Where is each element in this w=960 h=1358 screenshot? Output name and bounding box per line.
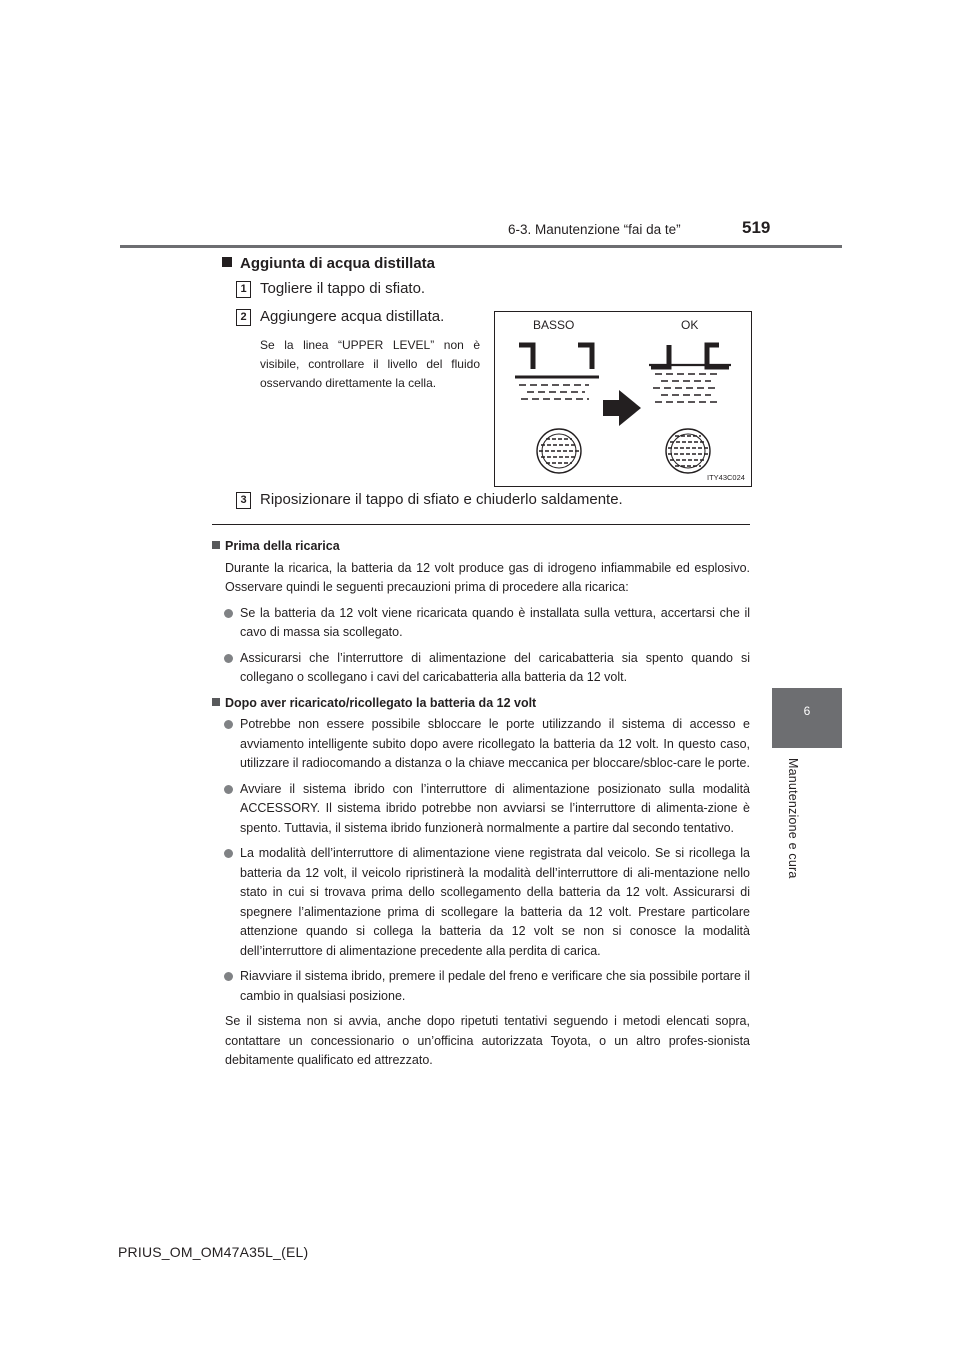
step-badge-2: 2 [236,309,251,326]
header-divider [120,245,842,248]
note-heading-before-charging: Prima della ricarica [212,537,750,557]
chapter-number: 6 [803,704,811,718]
upper-level-mark-left [519,345,533,369]
upper-level-mark-right [578,345,592,369]
bullet-dot-icon [224,849,233,858]
note-heading-after-charging: Dopo aver ricaricato/ricollegato la batteria da 12 volt [212,694,750,714]
list-item: Avviare il sistema ibrido con l’interruttore di alimentazione posizionato sulla modalità ACCESSORY. Il sistema ibrido potrebbe non avviarsi se l’interruttore di alimenta-zione è spento. Tuttavia, il sistema ibrido funzionerà normalmente a partire dal secondo tentativo. [240,780,750,839]
square-bullet-icon [222,257,232,267]
fluid-level-figure [494,311,752,487]
document-code: PRIUS_OM_OM47A35L_(EL) [118,1244,309,1260]
figure-code: ITY43C024 [707,473,745,482]
label-ok: OK [681,318,699,332]
notes-block [212,537,750,1071]
section-divider [212,524,750,525]
list-item: Se la batteria da 12 volt viene ricaricata quando è installata sulla vettura, accertarsi che il cavo di massa sia scollegato. [240,604,750,643]
chapter-tab [772,688,842,748]
square-bullet-icon [212,541,220,549]
step-badge-3: 3 [236,492,251,509]
label-low: BASSO [533,318,575,332]
chapter-title: Manutenzione e cura [786,758,800,879]
step-2-text: Aggiungere acqua distillata. [260,308,445,325]
list-item: Riavviare il sistema ibrido, premere il pedale del freno e verificare che sia possibile portare il cambio in qualsiasi posizione. [240,967,750,1006]
step-3-text: Riposizionare il tappo di sfiato e chiuderlo saldamente. [260,491,623,508]
fluid-level-illustration [495,312,751,486]
section-heading [222,255,435,272]
list-item: La modalità dell’interruttore di alimentazione viene registrata dal veicolo. Se si ricollega la batteria da 12 volt, il veicolo ripristinerà la modalità dell’interruttore di ali-mentazione nello stato in cui si trovava prima dello scollegamento della batteria da 12 volt. Assicurarsi di spegnere l’alimentazione prima di scollegare la batteria da 12 volt. Prestare particolare attenzione quando si collega la batteria da 12 volt se non si conosce la modalità dell’interruttore di alimentazione precedente alla perdita di carica. [240,844,750,961]
step-2-note: Se la linea “UPPER LEVEL” non è visibile, controllare il livello del fluido osservando direttamente la cella. [260,338,480,390]
square-bullet-icon [212,698,220,706]
ok-level-mark-left [651,345,669,367]
step-1-text: Togliere il tappo di sfiato. [260,280,426,297]
section-heading-text: Aggiunta di acqua distillata [240,255,436,272]
bullet-dot-icon [224,609,233,618]
arrow-right-icon [603,390,641,426]
bullet-dot-icon [224,972,233,981]
closing-paragraph: Se il sistema non si avvia, anche dopo ripetuti tentativi seguendo i metodi elencati sopra, contattare un concessionario o un’officina autorizzata Toyota, o un altro profes-sionista debitamente qualificato ed attrezzato. [225,1014,750,1067]
bullet-dot-icon [224,785,233,794]
page-number: 519 [742,218,771,237]
list-item: Potrebbe non essere possibile sbloccare le porte utilizzando il sistema di accesso e avviamento intelligente subito dopo avere ricollegato la batteria da 12 volt. In questo caso, utilizzare il radiocomando a distanza o la chiave meccanica per bloccare/sbloc-care le porte. [240,715,750,774]
step-badge-1: 1 [236,281,251,298]
header-section-title: 6-3. Manutenzione “fai da te” [508,222,681,237]
note-paragraph: Durante la ricarica, la batteria da 12 volt produce gas di idrogeno infiammabile ed esplosivo. Osservare quindi le seguenti precauzioni prima di procedere alla ricarica: [225,560,750,594]
list-item: Assicurarsi che l’interruttore di alimentazione del caricabatteria sia spento quando si collegano o scollegano i cavi del caricabatteria alla batteria da 12 volt. [240,649,750,688]
bullet-dot-icon [224,654,233,663]
ok-level-mark-right [707,345,729,367]
bullet-dot-icon [224,720,233,729]
